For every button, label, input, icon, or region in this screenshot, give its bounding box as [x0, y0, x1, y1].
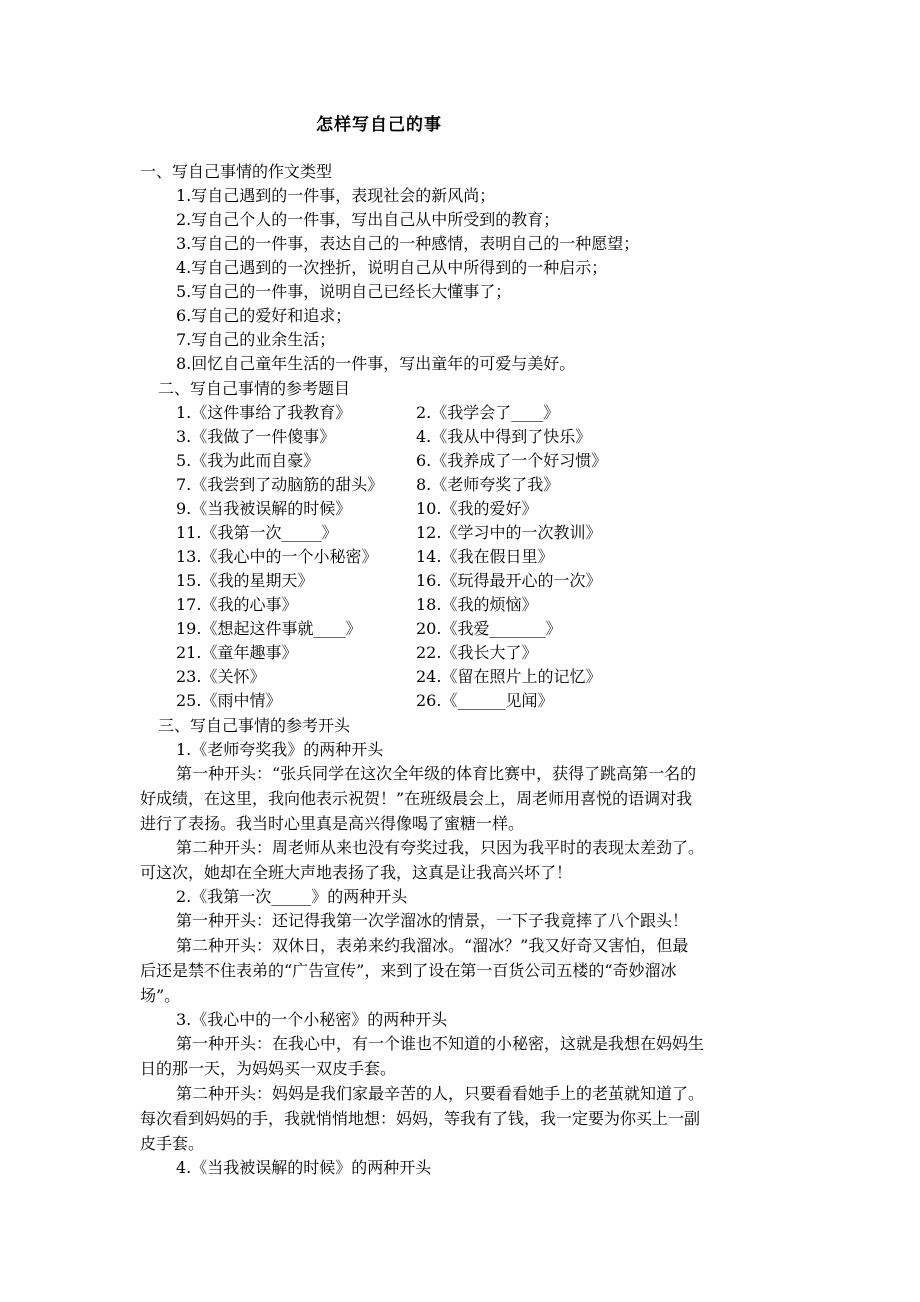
paragraph-line: 第二种开头：妈妈是我们家最辛苦的人，只要看看她手上的老茧就知道了。: [176, 1084, 705, 1103]
list-item: 7.写自己的业余生活；: [176, 330, 336, 349]
paragraph-line: 第一种开头：“张兵同学在这次全年级的体育比赛中，获得了跳高第一名的: [176, 764, 697, 783]
paragraph-line: 可这次，她却在全班大声地表扬了我，这真是让我高兴坏了！: [140, 863, 573, 882]
topic-item: 8.《老师夸奖了我》: [416, 475, 560, 494]
list-item: 8.回忆自己童年生活的一件事，写出童年的可爱与美好。: [176, 354, 576, 373]
topic-item: 2.《我学会了____》: [416, 403, 560, 422]
topic-item: 3.《我做了一件傻事》: [176, 427, 336, 446]
topic-item: 1.《这件事给了我教育》: [176, 403, 352, 422]
section1-heading: 一、写自己事情的作文类型: [140, 162, 333, 181]
paragraph-line: 第二种开头：周老师从来也没有夸奖过我，只因为我平时的表现太差劲了。: [176, 838, 705, 857]
topic-item: 4.《我从中得到了快乐》: [416, 427, 592, 446]
topic-item: 21.《童年趣事》: [176, 643, 298, 662]
list-item: 4.写自己遇到的一次挫折，说明自己从中所得到的一种启示；: [176, 258, 608, 277]
list-item: 2.写自己个人的一件事，写出自己从中所受到的教育；: [176, 210, 560, 229]
topic-item: 6.《我养成了一个好习惯》: [416, 451, 608, 470]
paragraph-line: 每次看到妈妈的手，我就悄悄地想：妈妈，等我有了钱，我一定要为你买上一副: [140, 1109, 701, 1128]
topic-item: 25.《雨中情》: [176, 691, 282, 710]
topic-item: 9.《当我被误解的时候》: [176, 499, 352, 518]
subsection-title: 3.《我心中的一个小秘密》的两种开头: [176, 1010, 448, 1029]
list-item: 5.写自己的一件事，说明自己已经长大懂事了；: [176, 282, 512, 301]
section2-heading: 二、写自己事情的参考题目: [158, 379, 351, 398]
topic-item: 15.《我的星期天》: [176, 571, 314, 590]
topic-item: 20.《我爱_______》: [416, 619, 562, 638]
topic-item: 11.《我第一次_____》: [176, 523, 338, 542]
paragraph-line: 场”。: [140, 986, 181, 1005]
topic-item: 17.《我的心事》: [176, 595, 298, 614]
topic-item: 19.《想起这件事就____》: [176, 619, 362, 638]
subsection-title: 2.《我第一次_____》的两种开头: [176, 887, 408, 906]
list-item: 1.写自己遇到的一件事，表现社会的新风尚；: [176, 186, 496, 205]
subsection-title: 4.《当我被误解的时候》的两种开头: [176, 1158, 432, 1177]
topic-item: 22.《我长大了》: [416, 643, 538, 662]
topic-item: 7.《我尝到了动脑筋的甜头》: [176, 475, 384, 494]
list-item: 3.写自己的一件事，表达自己的一种感情，表明自己的一种愿望；: [176, 234, 640, 253]
topic-item: 5.《我为此而自豪》: [176, 451, 320, 470]
paragraph-line: 好成绩，在这里，我向他表示祝贺！”在班级晨会上，周老师用喜悦的语调对我: [140, 789, 693, 808]
topic-item: 14.《我在假日里》: [416, 547, 554, 566]
topic-item: 10.《我的爱好》: [416, 499, 538, 518]
topic-item: 16.《玩得最开心的一次》: [416, 571, 602, 590]
topic-item: 13.《我心中的一个小秘密》: [176, 547, 378, 566]
topic-item: 18.《我的烦恼》: [416, 595, 538, 614]
paragraph-line: 皮手套。: [140, 1134, 205, 1153]
paragraph-line: 第一种开头：在我心中，有一个谁也不知道的小秘密，这就是我想在妈妈生: [176, 1034, 705, 1053]
list-item: 6.写自己的爱好和追求；: [176, 306, 352, 325]
paragraph-line: 第一种开头：还记得我第一次学溜冰的情景，一下子我竟摔了八个跟头！: [176, 911, 689, 930]
topic-item: 12.《学习中的一次教训》: [416, 523, 602, 542]
paragraph-line: 后还是禁不住表弟的“广告宣传”，来到了设在第一百货公司五楼的“奇妙溜冰: [140, 961, 677, 980]
topic-item: 24.《留在照片上的记忆》: [416, 667, 602, 686]
topic-item: 23.《关怀》: [176, 667, 266, 686]
paragraph-line: 日的那一天，为妈妈买一双皮手套。: [140, 1059, 397, 1078]
subsection-title: 1.《老师夸奖我》的两种开头: [176, 740, 384, 759]
paragraph-line: 进行了表扬。我当时心里真是高兴得像喝了蜜糖一样。: [140, 814, 525, 833]
document-title: 怎样写自己的事: [316, 115, 442, 135]
topic-item: 26.《______见闻》: [416, 691, 554, 710]
section3-heading: 三、写自己事情的参考开头: [158, 716, 351, 735]
paragraph-line: 第二种开头：双休日，表弟来约我溜冰。“溜冰？”我又好奇又害怕，但最: [176, 936, 689, 955]
